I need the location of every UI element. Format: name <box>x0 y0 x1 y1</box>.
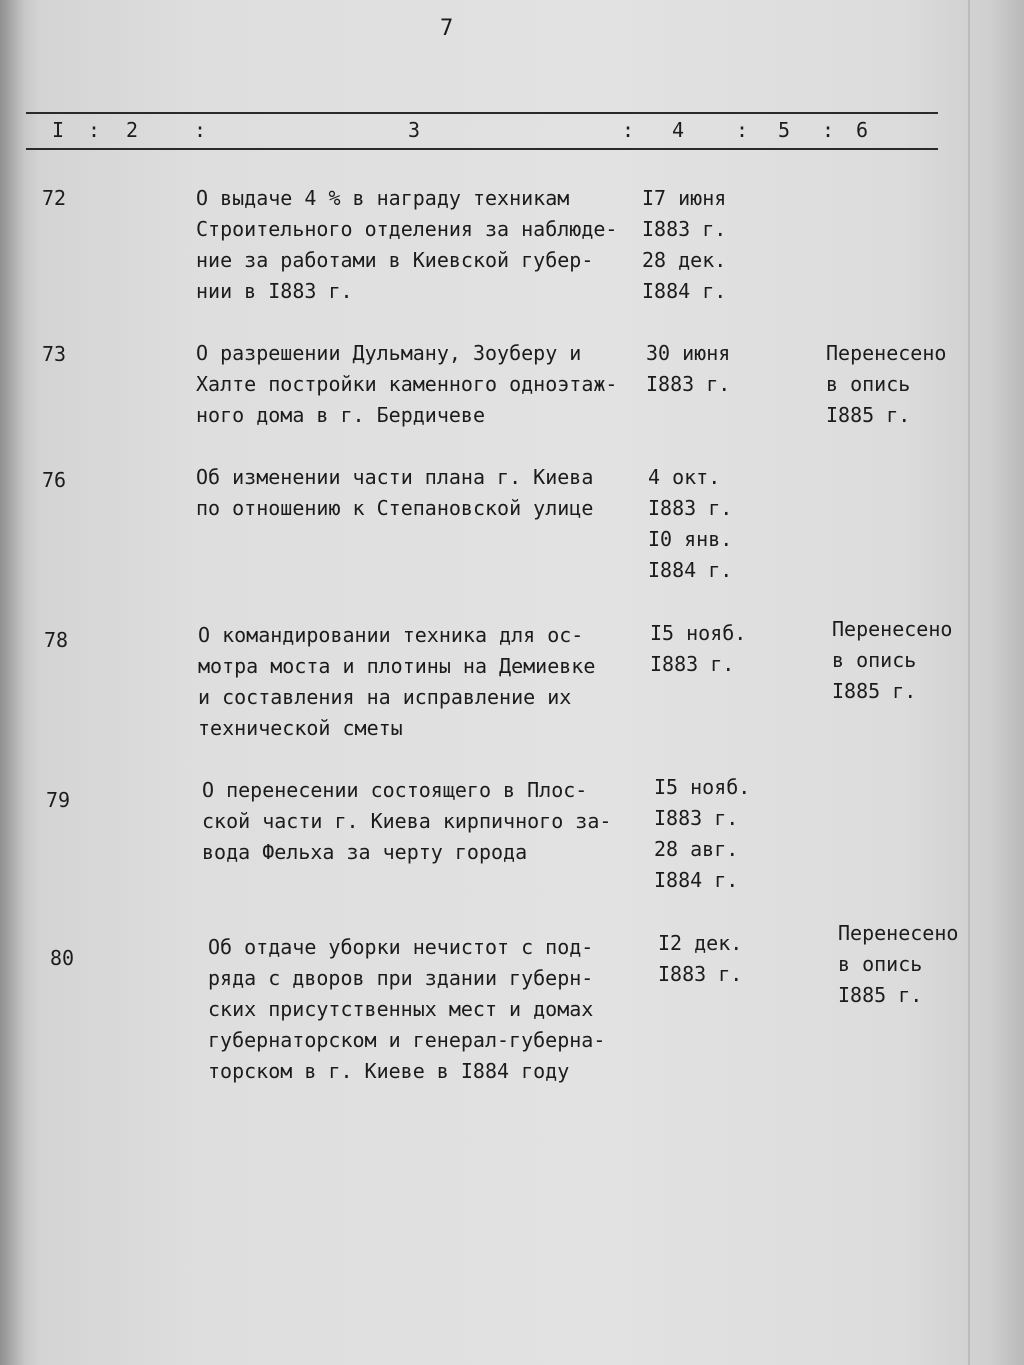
entry-date-line: I884 г. <box>648 558 733 582</box>
entry-title-line: вода Фельха за черту города <box>202 840 528 864</box>
entry-title <box>196 462 593 524</box>
entry-note-line: в опись <box>832 648 917 672</box>
entry-dates <box>648 462 732 586</box>
entry-date-line: I7 июня <box>642 186 727 210</box>
column-separator: : <box>822 118 836 142</box>
entry-title-line: ской части г. Киева кирпичного за- <box>202 809 612 833</box>
entry-title-line: ряда с дворов при здании губерн- <box>208 966 594 990</box>
entry-date-line: I883 г. <box>650 652 735 676</box>
entry-dates <box>642 183 726 307</box>
entry-title-line: торском в г. Киеве в I884 году <box>208 1059 570 1083</box>
entry-note-line: I885 г. <box>826 403 911 427</box>
entry-date-line: I883 г. <box>654 806 739 830</box>
column-header-4: 4 <box>672 118 686 142</box>
entry-date-line: I0 янв. <box>648 527 733 551</box>
entry-title-line: Об изменении части плана г. Киева <box>196 465 594 489</box>
page-number: 7 <box>440 16 454 41</box>
entry-note <box>826 338 946 431</box>
entry-title-line: и составления на исправление их <box>198 685 572 709</box>
entry-dates <box>650 618 746 680</box>
entry-title-line: ного дома в г. Бердичеве <box>196 403 485 427</box>
entry-note-line: Перенесено <box>826 341 947 365</box>
entry-title-line: Об отдаче уборки нечистот с под- <box>208 935 594 959</box>
header-bottom-rule <box>26 148 938 150</box>
entry-title <box>202 775 611 868</box>
entry-title-line: по отношению к Степановской улице <box>196 496 594 520</box>
entry-note-line: в опись <box>826 372 911 396</box>
header-top-rule <box>26 112 938 114</box>
entry-title <box>198 620 595 744</box>
entry-title <box>196 183 617 307</box>
column-separator: : <box>622 118 636 142</box>
entry-date-line: I884 г. <box>654 868 739 892</box>
entry-title-line: технической сметы <box>198 716 403 740</box>
entry-number: 80 <box>50 946 75 970</box>
entry-note-line: Перенесено <box>832 617 953 641</box>
entry-title-line: Халте постройки каменного одноэтаж- <box>196 372 618 396</box>
entry-title-line: нии в I883 г. <box>196 279 353 303</box>
entry-date-line: I884 г. <box>642 279 727 303</box>
entry-note-line: Перенесено <box>838 921 959 945</box>
entry-date-line: I883 г. <box>642 217 727 241</box>
page-right-edge <box>968 0 970 1365</box>
column-header-6: 6 <box>856 118 870 142</box>
entry-number: 78 <box>44 628 69 652</box>
entry-title-line: О выдаче 4 % в награду техникам <box>196 186 570 210</box>
entry-dates <box>654 772 750 896</box>
entry-title-line: мотра моста и плотины на Демиевке <box>198 654 596 678</box>
entry-title <box>208 932 605 1087</box>
entry-date-line: I5 нояб. <box>650 621 747 645</box>
entry-title-line: О командировании техника для ос- <box>198 623 584 647</box>
entry-note-line: I885 г. <box>832 679 917 703</box>
entry-note-line: в опись <box>838 952 923 976</box>
column-separator: : <box>736 118 750 142</box>
entry-number: 79 <box>46 788 71 812</box>
entry-dates <box>658 928 742 990</box>
entry-date-line: 4 окт. <box>648 465 721 489</box>
entry-title-line: О разрешении Дульману, Зоуберу и <box>196 341 582 365</box>
entry-date-line: 28 авг. <box>654 837 739 861</box>
entry-note-line: I885 г. <box>838 983 923 1007</box>
column-header-5: 5 <box>778 118 792 142</box>
page-binding-edge <box>0 0 24 1365</box>
entry-date-line: I5 нояб. <box>654 775 751 799</box>
entry-date-line: I883 г. <box>658 962 743 986</box>
entry-date-line: I2 дек. <box>658 931 743 955</box>
entry-note <box>832 614 952 707</box>
column-header-1: I <box>52 118 66 142</box>
entry-number: 76 <box>42 468 67 492</box>
entry-title <box>196 338 617 431</box>
column-header-2: 2 <box>126 118 140 142</box>
column-separator: : <box>194 118 208 142</box>
entry-date-line: 30 июня <box>646 341 731 365</box>
entry-title-line: Строительного отделения за наблюде- <box>196 217 618 241</box>
entry-dates <box>646 338 730 400</box>
entry-title-line: ских присутственных мест и домах <box>208 997 594 1021</box>
entry-number: 73 <box>42 342 67 366</box>
entry-date-line: I883 г. <box>646 372 731 396</box>
column-header-3: 3 <box>408 118 422 142</box>
entry-note <box>838 918 958 1011</box>
entry-title-line: губернаторском и генерал-губерна- <box>208 1028 606 1052</box>
column-separator: : <box>88 118 102 142</box>
entry-date-line: 28 дек. <box>642 248 727 272</box>
entry-title-line: О перенесении состоящего в Плос- <box>202 778 588 802</box>
entry-date-line: I883 г. <box>648 496 733 520</box>
entry-number: 72 <box>42 186 67 210</box>
entry-title-line: ние за работами в Киевской губер- <box>196 248 594 272</box>
